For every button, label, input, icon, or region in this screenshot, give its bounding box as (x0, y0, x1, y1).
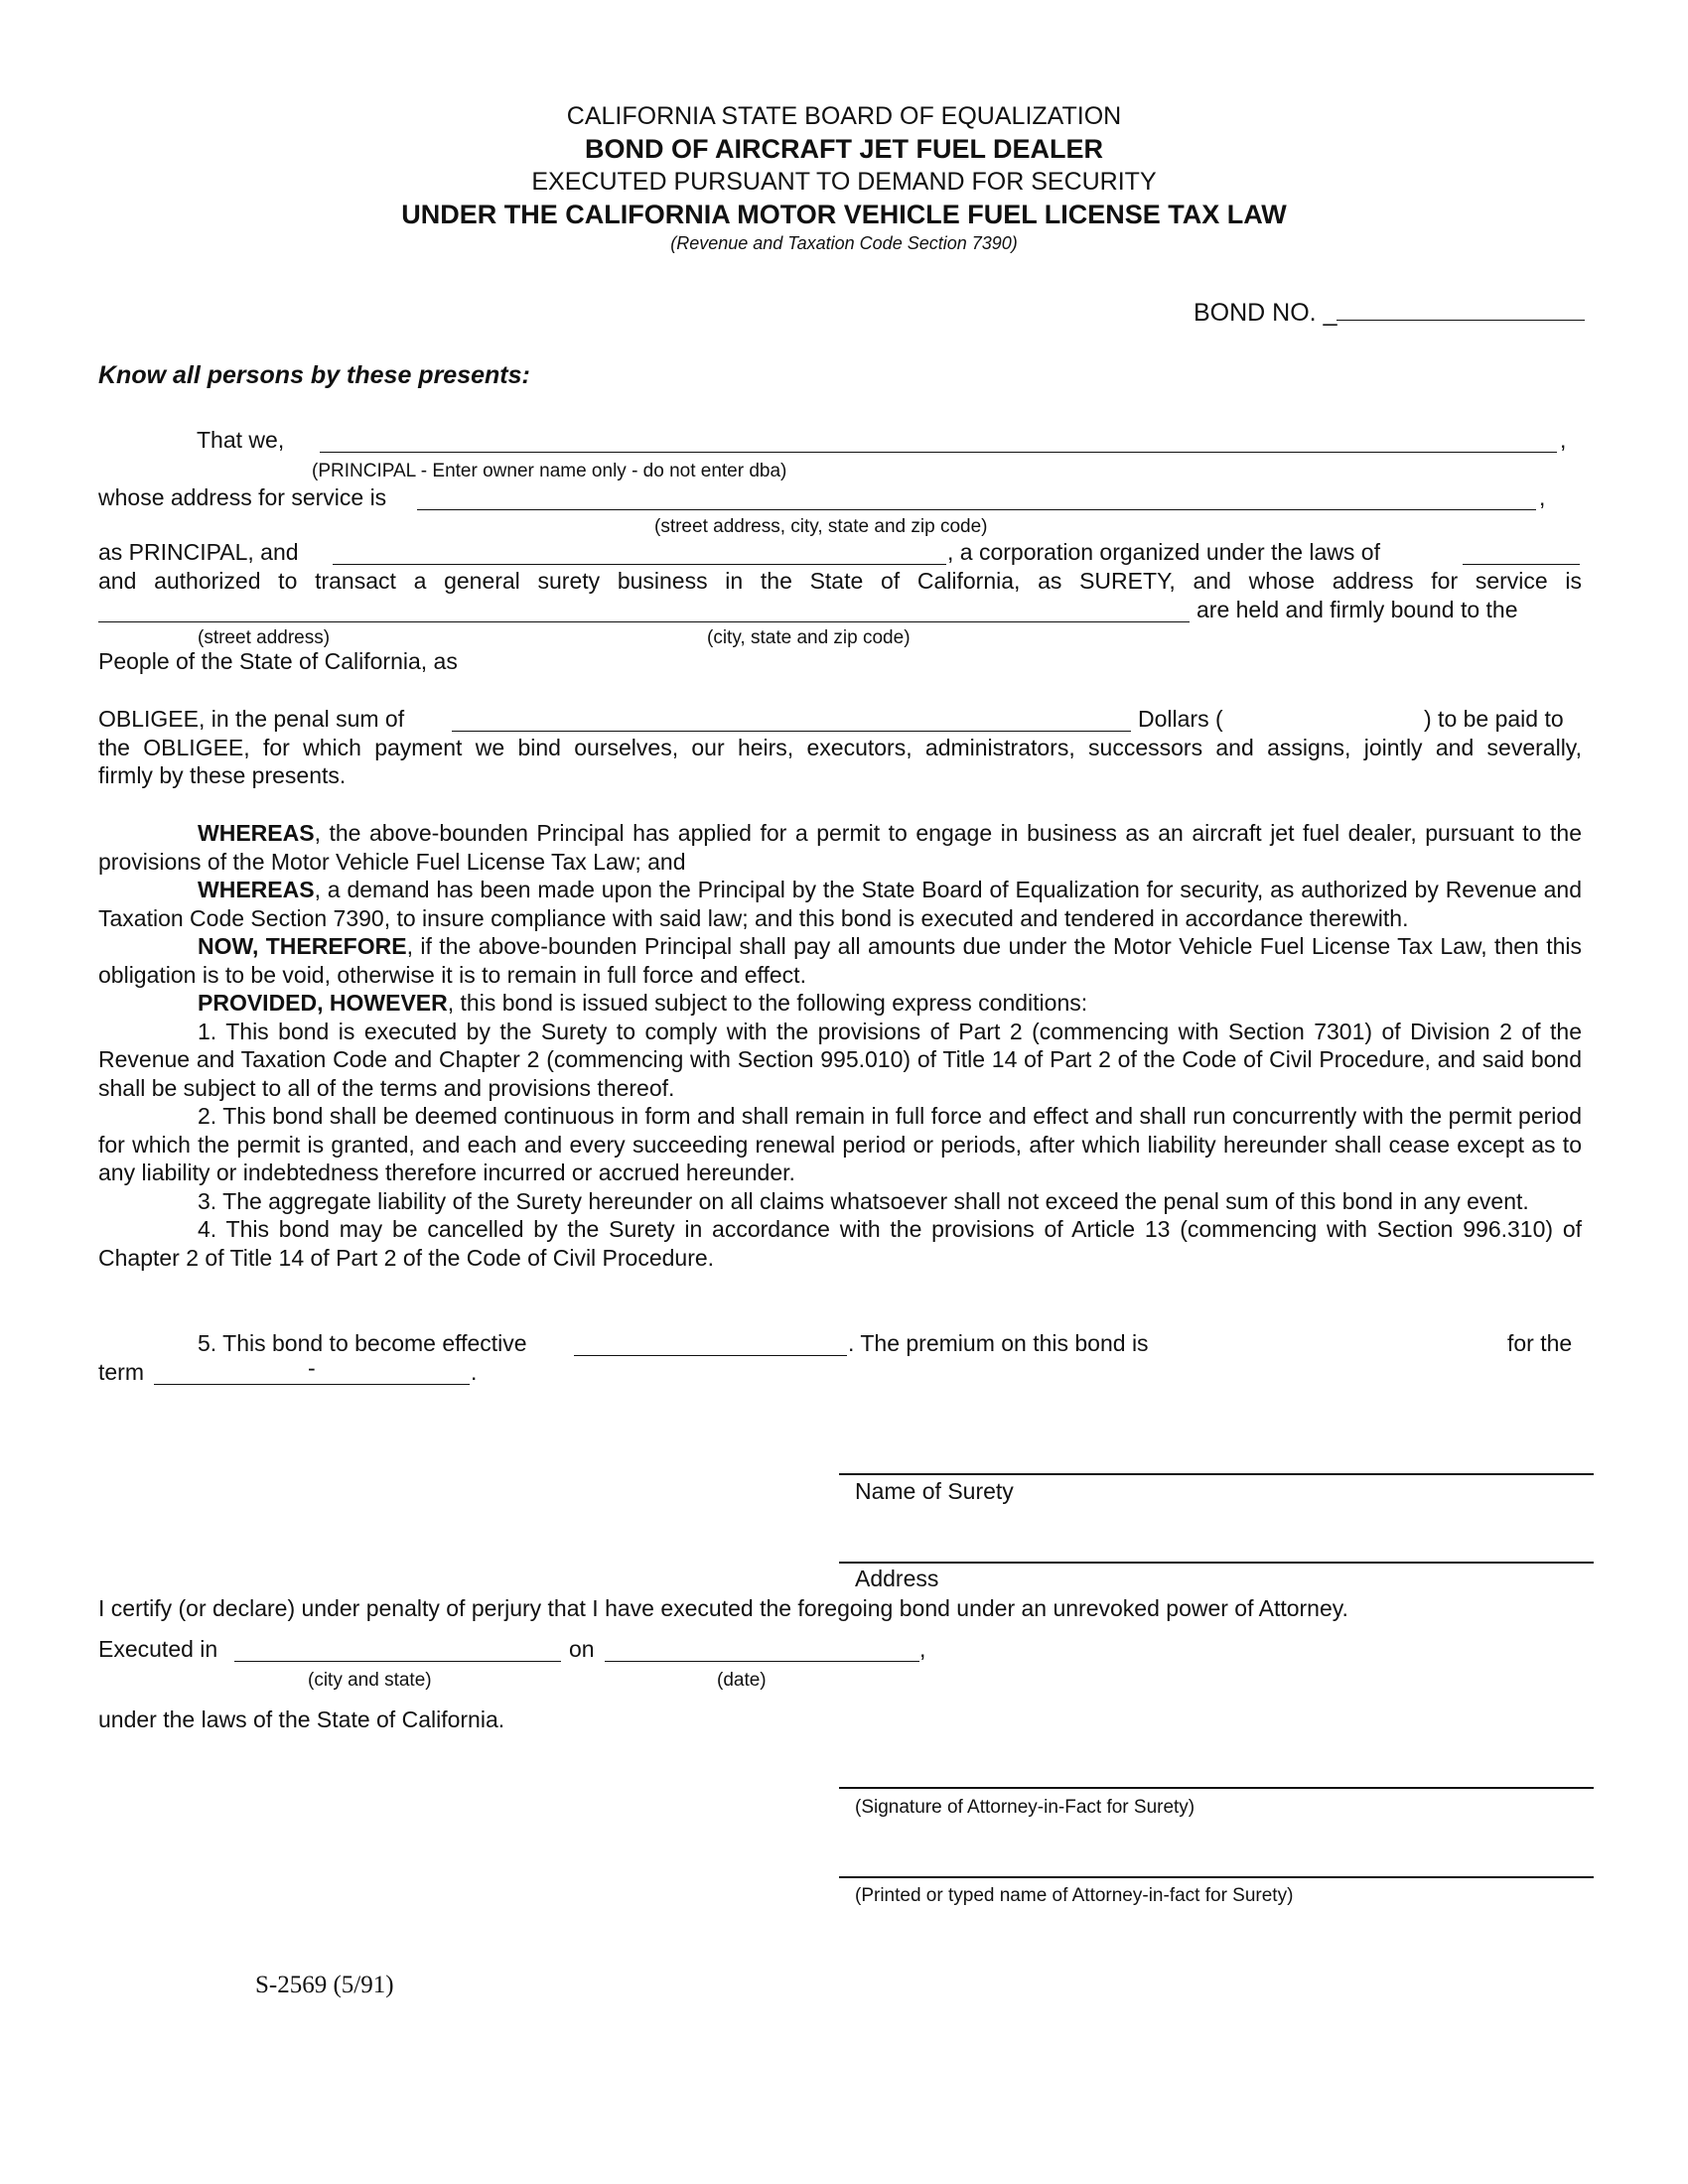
bond-number-field[interactable] (1336, 296, 1585, 321)
obligee-line-2: the OBLIGEE, for which payment we bind ourselves, our heirs, executors, administrators, successors and assigns, jointly and severally, (98, 735, 1582, 760)
form-title: BOND OF AIRCRAFT JET FUEL DEALER (584, 134, 1103, 164)
agency-name: CALIFORNIA STATE BOARD OF EQUALIZATION (566, 102, 1122, 130)
city-state-hint: (city and state) (308, 1670, 432, 1691)
term-field[interactable] (154, 1384, 470, 1385)
to-be-paid-label: ) to be paid to (1424, 706, 1564, 732)
obligee-line-3: firmly by these presents. (98, 762, 347, 788)
now-therefore-clause: NOW, THEREFORE, if the above-bounden Principal shall pay all amounts due under the Motor Vehicle Fuel License Tax Law, then this obligation is to be void, otherwise it is to remain in full force and effect. (98, 933, 1583, 988)
executed-comma: , (919, 1636, 926, 1662)
intro-heading: Know all persons by these presents: (98, 361, 530, 389)
attorney-signature-label: (Signature of Attorney-in-Fact for Surety) (855, 1797, 1196, 1818)
condition-5-start: 5. This bond to become effective (198, 1330, 527, 1356)
penal-sum-words-field[interactable] (452, 731, 1131, 732)
form-subtitle: EXECUTED PURSUANT TO DEMAND FOR SECURITY (531, 168, 1157, 196)
principal-comma: , (1560, 427, 1567, 453)
date-hint: (date) (717, 1670, 767, 1691)
executed-in-label: Executed in (98, 1636, 218, 1662)
whereas-label-2: WHEREAS (198, 877, 315, 902)
attorney-name-label: (Printed or typed name of Attorney-in-fact for Surety) (855, 1885, 1294, 1906)
penal-sum-label: OBLIGEE, in the penal sum of (98, 706, 405, 732)
surety-name-field[interactable] (333, 564, 946, 565)
surety-address-line[interactable] (839, 1562, 1594, 1564)
bond-number (1194, 296, 1585, 328)
whereas-clause-1: WHEREAS, the above-bounden Principal has applied for a permit to engage in business as an aircraft jet fuel dealer, pursuant to the provisions of the Motor Vehicle Fuel License Tax Law; and (98, 820, 1582, 875)
attorney-name-line[interactable] (839, 1876, 1594, 1878)
principal-hint: (PRINCIPAL - Enter owner name only - do not enter dba) (312, 461, 787, 481)
condition-3: 3. The aggregate liability of the Surety hereunder on all claims whatsoever shall not exceed the penal sum of this bond in any event. (198, 1187, 1529, 1214)
people-label: People of the State of California, as (98, 648, 458, 674)
dollars-label: Dollars ( (1138, 706, 1223, 732)
held-bound-label: are held and firmly bound to the (1196, 597, 1518, 622)
that-we-label: That we, (197, 427, 285, 453)
form-law: UNDER THE CALIFORNIA MOTOR VEHICLE FUEL LICENSE TAX LAW (401, 200, 1287, 229)
surety-state-field[interactable] (1463, 564, 1580, 565)
effective-date-field[interactable] (574, 1355, 847, 1356)
executed-date-field[interactable] (605, 1661, 919, 1662)
whereas-clause-2: WHEREAS, a demand has been made upon the Principal by the State Board of Equalization for security, as authorized by Revenue and Taxation Code Section 7390, to insure compliance with said law; and this bond is executed and tendered in accordance therewith. (98, 877, 1582, 931)
principal-name-field[interactable] (320, 452, 1557, 453)
term-label: term (98, 1359, 144, 1385)
clauses-block (98, 819, 1582, 1272)
bond-number-label: BOND NO. _ (1194, 299, 1337, 327)
principal-address-hint: (street address, city, state and zip code) (654, 516, 988, 537)
certify-statement: I certify (or declare) under penalty of perjury that I have executed the foregoing bond under an unrevoked power of Attorney. (98, 1595, 1348, 1621)
provided-clause: PROVIDED, HOWEVER, this bond is issued subject to the following express conditions: (198, 990, 1088, 1016)
condition-5-for-the: for the (1507, 1330, 1573, 1356)
under-laws-text: under the laws of the State of California. (98, 1706, 505, 1732)
term-dash: - (308, 1355, 316, 1381)
principal-address-label: whose address for service is (98, 484, 387, 510)
on-label: on (569, 1636, 595, 1662)
surety-city-hint: (city, state and zip code) (707, 627, 911, 648)
corporation-label: , a corporation organized under the laws of (947, 539, 1380, 565)
form-citation: (Revenue and Taxation Code Section 7390) (670, 233, 1018, 253)
provided-label: PROVIDED, HOWEVER (198, 990, 448, 1016)
attorney-signature-line[interactable] (839, 1787, 1594, 1789)
condition-1: 1. This bond is executed by the Surety to comply with the provisions of Part 2 (commencing with Section 7301) of Division 2 of the Revenue and Taxation Code and Chapter 2 (commencing with Section 995.010) of Title 14 of Part 2 of the Code of Civil Procedure, and said bond shall be subject to all of the terms and provisions thereof. (98, 1018, 1582, 1101)
name-of-surety-label: Name of Surety (855, 1478, 1014, 1504)
condition-2: 2. This bond shall be deemed continuous in form and shall remain in full force and effect and shall run concurrently with the permit period for which the permit is granted, and each and every succeeding renewal period or periods, after which liability hereunder shall cease except as to any liability or indebtedness therefore incurred or accrued hereunder. (98, 1103, 1582, 1185)
form-header (0, 100, 1688, 255)
address-label: Address (855, 1566, 939, 1591)
as-principal-label: as PRINCIPAL, and (98, 539, 299, 565)
surety-street-hint: (street address) (198, 627, 331, 648)
principal-address-comma: , (1539, 484, 1546, 510)
term-period: . (471, 1359, 478, 1385)
authorized-text: and authorized to transact a general surety business in the State of California, as SURETY, and whose address for service is (98, 568, 1582, 594)
now-therefore-label: NOW, THEREFORE (198, 933, 407, 959)
executed-city-field[interactable] (234, 1661, 561, 1662)
condition-5-premium: . The premium on this bond is (848, 1330, 1149, 1356)
principal-address-field[interactable] (417, 509, 1536, 510)
surety-address-field[interactable] (98, 621, 1190, 622)
whereas-label-1: WHEREAS (198, 820, 315, 846)
condition-4: 4. This bond may be cancelled by the Surety in accordance with the provisions of Article 13 (commencing with Section 996.310) of Chapter 2 of Title 14 of Part 2 of the Code of Civil Procedure. (98, 1216, 1582, 1271)
form-number: S-2569 (5/91) (255, 1972, 394, 1998)
surety-name-line[interactable] (839, 1473, 1594, 1475)
